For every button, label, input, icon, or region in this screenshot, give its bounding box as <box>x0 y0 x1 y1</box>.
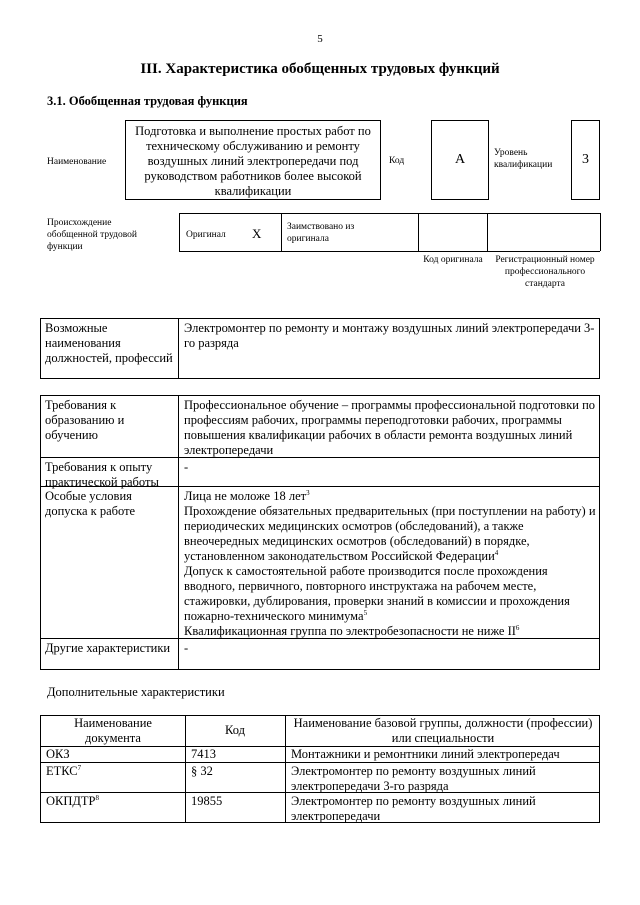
other-characteristics-value: - <box>184 641 189 655</box>
gtf-level-value: 3 <box>571 120 600 200</box>
requirements-divider <box>178 395 179 670</box>
positions-label: Возможные наименования должностей, профессий <box>45 321 173 365</box>
special-conditions-label: Особые условия допуска к работе <box>45 489 136 518</box>
special-condition-medical: Прохождение обязательных предварительных (при поступлении на работу) и периодических медицинских осмотров (обследований), а также внеочередных медицинских осмотров (обследований) в порядке, установленном законодательством Российской Федерации$^4$ <box>184 504 596 563</box>
experience-value: - <box>184 460 189 474</box>
education-value: Профессиональное обучение – программы профессиональной подготовки по профессиям рабочих, программы переподготовки рабочих, программы повышения квалификации рабочих в области ремонта воздушных линий электропередачи <box>184 398 596 457</box>
origin-code-original-label: Код оригинала <box>423 255 483 265</box>
gtf-code-label: Код <box>389 156 405 166</box>
positions-divider <box>178 318 179 379</box>
additional-header-name: Наименование базовой группы, должности (профессии) или специальности <box>293 716 593 745</box>
table-row-okz-name: Монтажники и ремонтники линий электропередач <box>291 747 560 761</box>
origin-borrowed-label: Заимствовано из оригинала <box>287 222 355 244</box>
table-row-etks-name: Электромонтер по ремонту воздушных линий электропередачи 3-го разряда <box>291 764 536 793</box>
origin-bottom-line <box>179 251 600 252</box>
origin-original-mark: X <box>252 226 262 241</box>
footnote-ref: 8 <box>95 793 100 802</box>
origin-divider-3 <box>418 213 419 251</box>
origin-divider <box>179 213 180 251</box>
origin-label: Происхождение обобщенной трудовой функции <box>47 218 137 252</box>
subsection-title: 3.1. Обобщенная трудовая функция <box>47 94 248 108</box>
gtf-name-value: Подготовка и выполнение простых работ по техническому обслуживанию и ремонту воздушных линий электропередачи под руководством работников более высокой квалификации <box>125 120 381 200</box>
table-row-etks-doc: ЕТКС$^7$ <box>46 763 82 778</box>
origin-divider-2 <box>281 213 282 251</box>
footnote-ref: 6 <box>515 623 520 632</box>
table-row-okpdtr-doc: ОКПДТР$^8$ <box>46 793 100 808</box>
gtf-code-value: A <box>431 120 489 200</box>
origin-reg-number-label: Регистрационный номер профессионального стандарта <box>495 255 595 289</box>
origin-original-label: Оригинал <box>186 230 226 240</box>
origin-divider-4 <box>487 213 488 251</box>
table-row-okpdtr-code: 19855 <box>191 794 223 808</box>
footnote-ref: 5 <box>363 608 368 617</box>
experience-label: Требования к опыту практической работы <box>45 460 159 489</box>
additional-title: Дополнительные характеристики <box>47 685 225 699</box>
table-row-okpdtr-name: Электромонтер по ремонту воздушных линий электропередачи <box>291 794 536 823</box>
footnote-ref: 4 <box>494 548 499 557</box>
special-condition-safety-group: Квалификационная группа по электробезопасности не ниже $II^6$ <box>184 623 520 638</box>
page-number: 5 <box>317 33 323 45</box>
additional-header-code: Код <box>225 723 245 737</box>
positions-value: Электромонтер по ремонту и монтажу воздушных линий электропередачи 3-го разряда <box>184 321 595 350</box>
origin-top-line <box>179 213 600 214</box>
special-condition-age: Лица не моложе 18 лет$^3$ <box>184 488 310 503</box>
section-title: III. Характеристика обобщенных трудовых функций <box>140 61 500 77</box>
gtf-name-label: Наименование <box>47 157 107 167</box>
additional-row-line-1 <box>40 762 600 763</box>
table-row-okz-doc: ОКЗ <box>46 747 70 761</box>
table-row-etks-code: § 32 <box>191 764 213 778</box>
footnote-ref: 7 <box>77 763 82 772</box>
special-conditions-value <box>184 489 596 639</box>
table-row-okz-code: 7413 <box>191 747 216 761</box>
gtf-level-label: Уровень квалификации <box>494 148 553 170</box>
additional-header-document: Наименование документа <box>74 716 152 745</box>
education-label: Требования к образованию и обучению <box>45 398 125 442</box>
additional-col-divider-2 <box>285 715 286 823</box>
special-condition-admission: Допуск к самостоятельной работе производится после прохождения вводного, первичного, повторного инструктажа на рабочем месте, стажировки, дублирования, проверки знаний в комиссии и прохождения пожарно-технического минимума$^5$ <box>184 564 570 623</box>
footnote-ref: 3 <box>306 488 310 497</box>
origin-divider-5 <box>600 213 601 251</box>
other-characteristics-label: Другие характеристики <box>45 641 171 655</box>
